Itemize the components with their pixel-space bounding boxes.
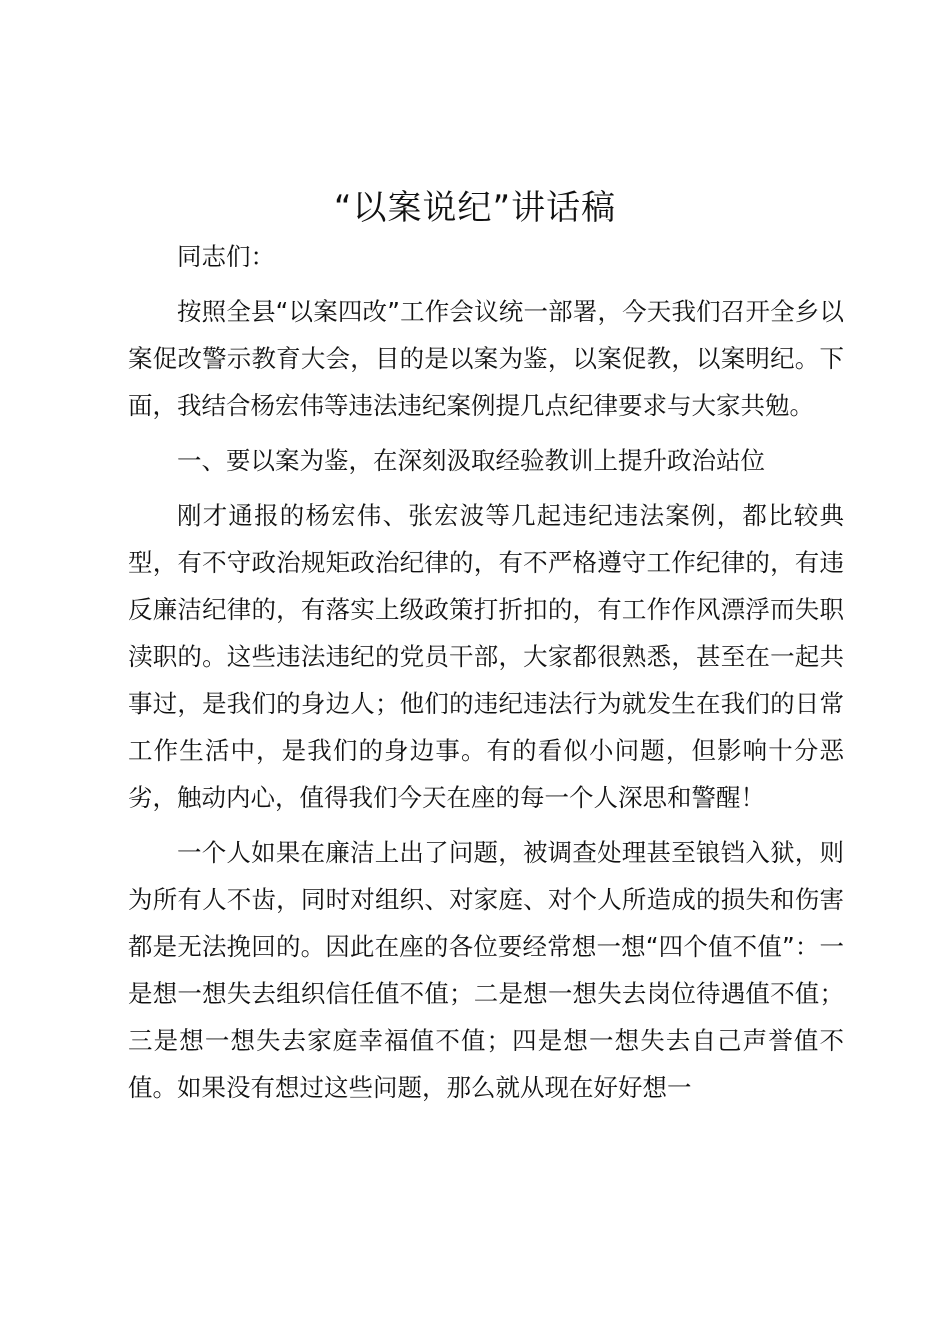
section-heading: 一、要以案为鉴，在深刻汲取经验教训上提升政治站位 <box>177 446 765 475</box>
document-title: “以案说纪”讲话稿 <box>333 188 617 228</box>
paragraph-four-values: 一个人如果在廉洁上出了问题，被调查处理甚至锒铛入狱，则为所有人不齿，同时对组织、对家庭、对个人所造成的损失和伤害都是无法挽回的。因此在座的各位要经常想一想“四个值不值”：一是想一想失去组织信任值不值；二是想一想失去岗位待遇值不值；三是想一想失去家庭幸福值不值；四是想一想失去自己声誉值不值。如果没有想过这些问题，那么就从现在好好想一 <box>128 838 844 1102</box>
paragraph-cases: 刚才通报的杨宏伟、张宏波等几起违纪违法案例，都比较典型，有不守政治规矩政治纪律的，有不严格遵守工作纪律的，有违反廉洁纪律的，有落实上级政策打折扣的，有工作作风漂浮而失职渎职的。这些违法违纪的党员干部，大家都很熟悉，甚至在一起共事过，是我们的身边人；他们的违纪违法行为就发生在我们的日常工作生活中，是我们的身边事。有的看似小问题，但影响十分恶劣，触动内心，值得我们今天在座的每一个人深思和警醒！ <box>128 501 844 812</box>
document-body <box>128 233 844 1111</box>
paragraph-intro: 按照全县“以案四改”工作会议统一部署，今天我们召开全乡以案促改警示教育大会，目的是以案为鉴，以案促教，以案明纪。下面，我结合杨宏伟等违法违纪案例提几点纪律要求与大家共勉。 <box>128 297 844 420</box>
salutation: 同志们： <box>177 242 275 271</box>
